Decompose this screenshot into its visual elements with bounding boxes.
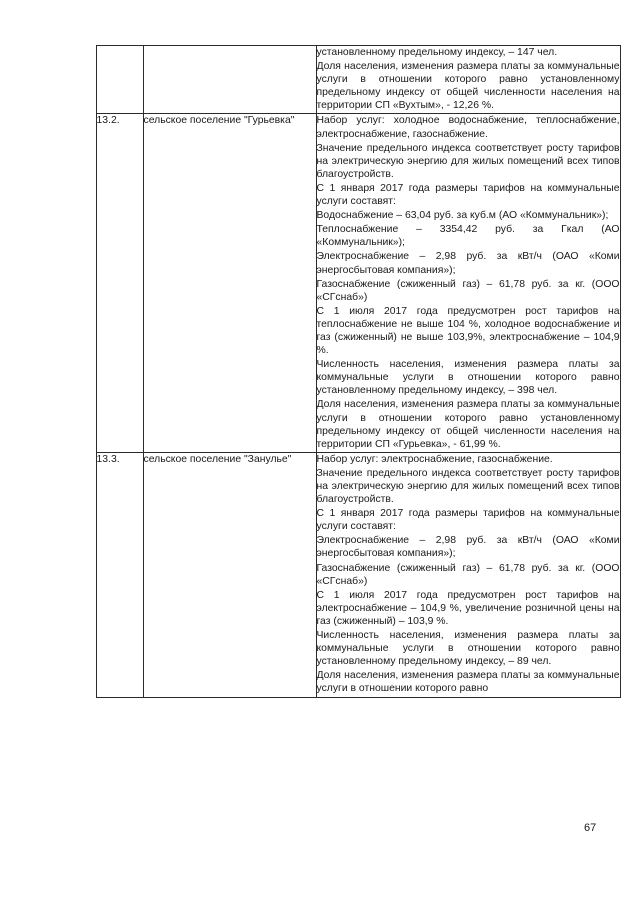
description-paragraph: С 1 января 2017 года размеры тарифов на коммунальные услуги составят: bbox=[316, 182, 620, 208]
description-paragraph: Доля населения, изменения размера платы за коммунальные услуги в отношении которого равно bbox=[316, 670, 620, 695]
tariff-description bbox=[316, 452, 620, 697]
page-number: 67 bbox=[584, 822, 597, 834]
description-paragraph: С 1 июля 2017 года предусмотрен рост тарифов на электроснабжение – 104,9 %, увеличение розничной цены на газ (сжиженный) – 103,9 %. bbox=[316, 589, 620, 627]
tariff-description bbox=[316, 46, 620, 114]
row-number: 13.2. bbox=[96, 114, 143, 452]
description-paragraph: Газоснабжение (сжиженный газ) – 61,78 руб. за кг. (ООО «СГснаб») bbox=[316, 278, 620, 303]
settlement-name bbox=[143, 46, 316, 114]
description-paragraph: Водоснабжение – 63,04 руб. за куб.м (АО «Коммунальник»); bbox=[316, 210, 609, 222]
description-paragraph: Численность населения, изменения размера платы за коммунальные услуги в отношении которого равно установленному предельному индексу, – 89 чел. bbox=[316, 630, 620, 668]
description-paragraph: С 1 июля 2017 года предусмотрен рост тарифов на теплоснабжение не выше 104 %, холодное водоснабжение и газ (сжиженный) не выше 103,9%, электроснабжение – 104,9 %. bbox=[316, 305, 620, 357]
description-paragraph: Электроснабжение – 2,98 руб. за кВт/ч (ОАО «Коми энергосбытовая компания»); bbox=[316, 535, 620, 560]
table-row bbox=[96, 114, 620, 452]
description-paragraph: Теплоснабжение – 3354,42 руб. за Гкал (АО «Коммунальник»); bbox=[316, 224, 620, 249]
table-body bbox=[96, 46, 620, 698]
description-paragraph: Значение предельного индекса соответствует росту тарифов на электрическую энергию для жилых помещений всех типов благоустройств. bbox=[316, 142, 620, 180]
settlement-name: сельское поселение "Занулье" bbox=[143, 452, 316, 697]
table-row bbox=[96, 46, 620, 114]
description-paragraph: Численность населения, изменения размера платы за коммунальные услуги в отношении которого равно установленному предельному индексу, – 398 чел. bbox=[316, 359, 620, 397]
tariff-description bbox=[316, 114, 620, 452]
description-paragraph: Набор услуг: холодное водоснабжение, теплоснабжение, электроснабжение, газоснабжение. bbox=[316, 115, 620, 140]
description-paragraph: Газоснабжение (сжиженный газ) – 61,78 руб. за кг. (ООО «СГснаб») bbox=[316, 562, 620, 587]
description-paragraph: Доля населения, изменения размера платы за коммунальные услуги в отношении которого равно установленному предельному индексу от общей численности населения на территории СП «Гурьевка», - 61,99 %. bbox=[316, 399, 620, 450]
tariff-table bbox=[96, 45, 621, 698]
settlement-name: сельское поселение "Гурьевка" bbox=[143, 114, 316, 452]
description-paragraph: Доля населения, изменения размера платы за коммунальные услуги в отношении которого равно установленному предельному индексу от общей численности населения на территории СП «Вухтым», - 12,26 %. bbox=[316, 61, 620, 112]
description-paragraph: установленному предельному индексу, – 147 чел. bbox=[316, 47, 558, 58]
table-row bbox=[96, 452, 620, 697]
description-paragraph: Электроснабжение – 2,98 руб. за кВт/ч (ОАО «Коми энергосбытовая компания»); bbox=[316, 251, 620, 276]
row-number bbox=[96, 46, 143, 114]
description-paragraph: Значение предельного индекса соответствует росту тарифов на электрическую энергию для жилых помещений всех типов благоустройств. bbox=[316, 467, 620, 506]
description-paragraph: Набор услуг: электроснабжение, газоснабжение. bbox=[316, 453, 553, 465]
row-number: 13.3. bbox=[96, 452, 143, 697]
description-paragraph: С 1 января 2017 года размеры тарифов на коммунальные услуги составят: bbox=[316, 508, 620, 533]
